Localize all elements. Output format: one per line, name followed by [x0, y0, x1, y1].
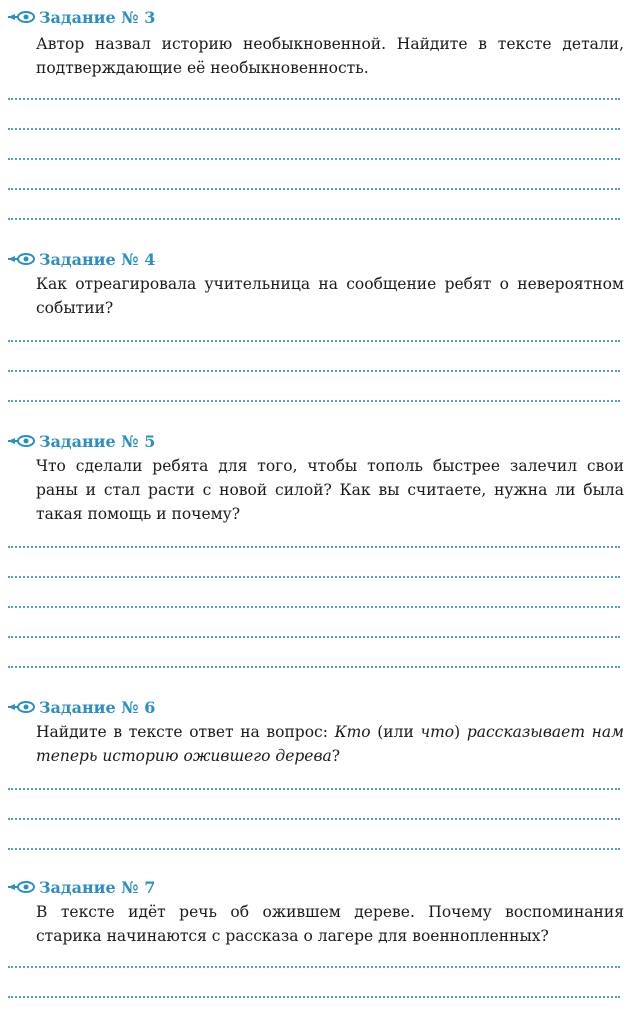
eye-arrow-icon — [6, 251, 36, 267]
task-title: Задание № 3 — [39, 7, 156, 27]
question-text: (или — [370, 723, 421, 741]
answer-line[interactable] — [8, 188, 620, 190]
eye-arrow-icon — [6, 9, 36, 25]
eye-arrow-icon — [6, 699, 36, 715]
task-question: Автор назвал историю необыкновенной. Найдите в тексте детали, подтверждающие её необыкновенность. — [36, 35, 624, 77]
answer-line[interactable] — [8, 576, 620, 578]
answer-line[interactable] — [8, 788, 620, 790]
answer-line[interactable] — [8, 340, 620, 342]
answer-line[interactable] — [8, 370, 620, 372]
answer-line[interactable] — [8, 128, 620, 130]
task-header — [6, 876, 155, 898]
eye-arrow-icon — [6, 879, 36, 895]
task-question: В тексте идёт речь об ожившем дереве. Почему воспоминания старика начинаются с рассказа о лагере для военнопленных? — [36, 903, 624, 945]
task-header — [6, 430, 155, 452]
question-text: ) — [454, 723, 467, 741]
question-text: ? — [331, 747, 341, 765]
answer-line[interactable] — [8, 158, 620, 160]
answer-line[interactable] — [8, 996, 620, 998]
task-header — [6, 248, 155, 270]
answer-line[interactable] — [8, 218, 620, 220]
answer-line[interactable] — [8, 400, 620, 402]
task-title: Задание № 4 — [39, 249, 156, 269]
answer-line[interactable] — [8, 636, 620, 638]
task-title: Задание № 6 — [39, 697, 156, 717]
task-title: Задание № 5 — [39, 431, 156, 451]
task-header — [6, 6, 155, 28]
answer-line[interactable] — [8, 546, 620, 548]
answer-line[interactable] — [8, 606, 620, 608]
task-question — [36, 720, 624, 768]
question-italic: Кто — [334, 723, 371, 741]
answer-line[interactable] — [8, 98, 620, 100]
question-italic: рассказывает нам теперь историю ожившего дерева — [36, 723, 624, 765]
question-italic: что — [420, 723, 455, 741]
answer-line[interactable] — [8, 848, 620, 850]
task-question: Что сделали ребята для того, чтобы тополь быстрее залечил свои раны и стал расти с новой силой? Как вы считаете, нужна ли была такая помощь и почему? — [36, 457, 624, 523]
answer-line[interactable] — [8, 666, 620, 668]
task-title: Задание № 7 — [39, 877, 156, 897]
answer-line[interactable] — [8, 818, 620, 820]
answer-line[interactable] — [8, 966, 620, 968]
question-text: Найдите в тексте ответ на вопрос: — [36, 723, 335, 741]
task-question: Как отреагировала учительница на сообщение ребят о невероятном событии? — [36, 275, 624, 317]
task-header — [6, 696, 155, 718]
eye-arrow-icon — [6, 433, 36, 449]
